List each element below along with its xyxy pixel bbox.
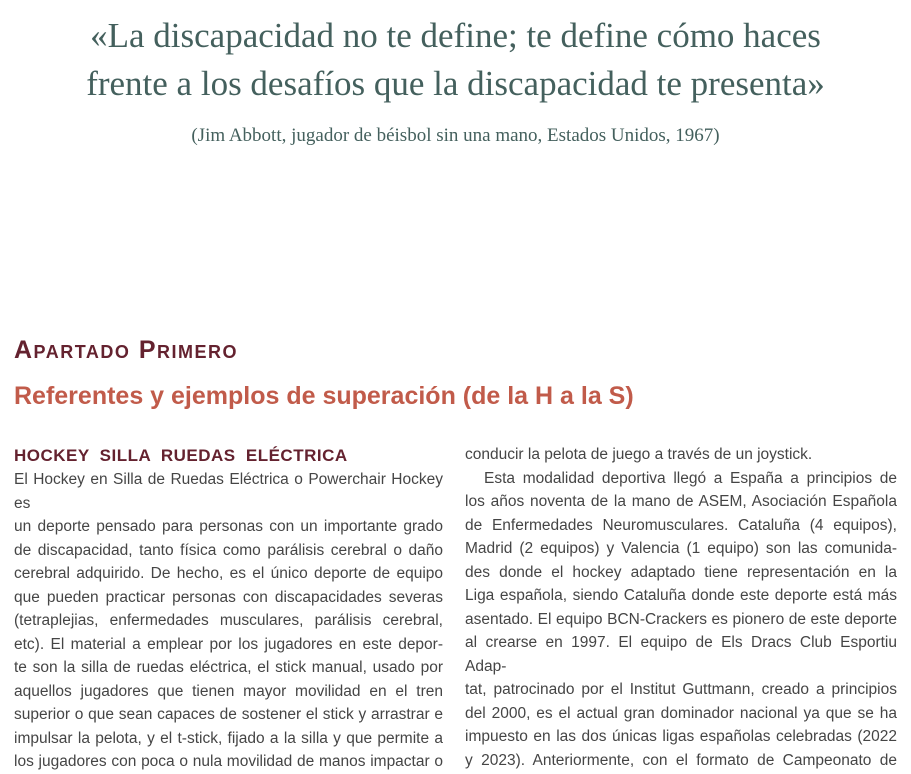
body-text-line: tat, patrocinado por el Institut Guttmann, creado a principios <box>465 681 897 698</box>
body-text-line: un deporte pensado para personas con un importante grado <box>14 518 443 535</box>
body-text-line: impulsar la pelota, y el t-stick, fijado a la silla y que permite a <box>14 729 443 747</box>
body-text-line: El Hockey en Silla de Ruedas Eléctrica o Powerchair Hockey es <box>14 471 443 512</box>
article-column-right <box>465 443 897 774</box>
pull-quote-line-1: «La discapacidad no te define; te define cómo haces <box>90 16 821 55</box>
body-text-line: impuesto en las dos únicas ligas españolas celebradas (2022 <box>465 728 897 745</box>
pull-quote-line-2: frente a los desafíos que la discapacidad te presenta» <box>86 64 825 103</box>
column-right-lines <box>465 443 897 772</box>
section-kicker: Apartado Primero <box>14 336 239 364</box>
article-heading: HOCKEY SILLA RUEDAS ELÉCTRICA <box>14 446 348 465</box>
body-text-line: al crearse en 1997. El equipo de Els Dracs Club Esportiu Adap- <box>465 634 897 675</box>
body-text-line: del 2000, es el actual gran dominador nacional ya que se ha <box>465 704 897 722</box>
column-left-lines <box>14 468 443 774</box>
body-text-line: Esta modalidad deportiva llegó a España a principios de <box>484 469 897 487</box>
body-text-line: des donde el hockey adaptado tiene representación en la <box>465 563 897 581</box>
body-text-line: aquellos jugadores que tienen mayor movilidad en el tren <box>14 682 443 700</box>
body-text-line: cerebral adquirido. De hecho, es el único deporte de equipo <box>14 565 443 582</box>
body-text-line: de discapacidad, tanto física como parálisis cerebral o daño <box>14 541 443 559</box>
body-text-line: que pueden practicar personas con discapacidades severas <box>14 588 443 606</box>
body-text-line: te son la silla de ruedas eléctrica, el stick manual, usado por <box>14 659 443 676</box>
body-text-line: asentado. El equipo BCN-Crackers es pionero de este deporte <box>465 610 897 628</box>
pull-quote <box>0 0 911 108</box>
body-text-line: y 2023). Anteriormente, con el formato de Campeonato de <box>465 751 897 769</box>
body-text-line: los jugadores con poca o nula movilidad de manos impactar o <box>14 753 443 770</box>
body-text-line: Liga española, siendo Cataluña donde este deporte está más <box>465 587 897 604</box>
article-body <box>0 443 911 774</box>
quote-attribution: (Jim Abbott, jugador de béisbol sin una mano, Estados Unidos, 1967) <box>191 125 720 146</box>
body-text-line: Madrid (2 equipos) y Valencia (1 equipo) son las comunida- <box>465 540 897 557</box>
body-text-line: etc). El material a emplear por los jugadores en este depor- <box>14 635 443 653</box>
article-column-left <box>14 443 443 774</box>
body-text-line: los años noventa de la mano de ASEM, Asociación Española <box>465 493 897 510</box>
section-title: Referentes y ejemplos de superación (de la H a la S) <box>14 382 634 410</box>
body-text-line: de Enfermedades Neuromusculares. Cataluña (4 equipos), <box>465 516 897 534</box>
body-text-line: conducir la pelota de juego a través de un joystick. <box>465 446 813 463</box>
body-text-line: superior o que sean capaces de sostener el stick y arrastrar e <box>14 706 443 723</box>
body-text-line: (tetraplejias, enfermedades musculares, parálisis cerebral, <box>14 612 443 629</box>
